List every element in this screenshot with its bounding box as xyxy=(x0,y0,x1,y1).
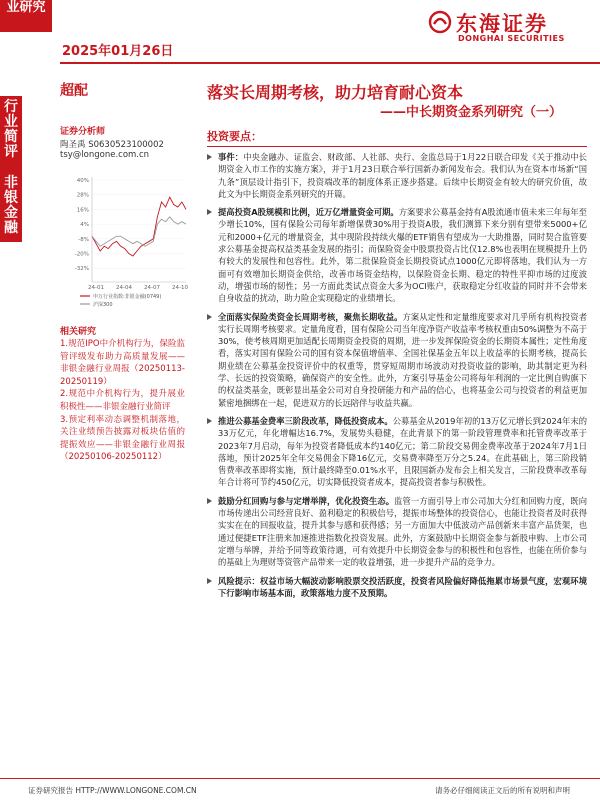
logo-text-cn: 东海证券 xyxy=(456,12,548,36)
x-tick-label: 24-07 xyxy=(144,285,160,291)
series-line-1 xyxy=(92,197,186,256)
footer-disclaimer: 请务必仔细阅读正文后的所有说明和声明 xyxy=(435,786,570,795)
x-tick-label: 24-04 xyxy=(116,285,132,291)
bullet-icon xyxy=(207,314,212,320)
key-point-text: 方案从定性和定量维度要求对几乎所有机构投资者实行长周期考核要求。定量角度看，国有保险公司当年度净资产收益率考核权重由50%调整为不高于30%，使考核周期更加适配长周期资金投资的周期，进一步发挥保险资金的长期资本属性；定性角度看，落实对国有保险公司的国有资本保值增值率、全国社保基金五年以上收益率的长期考核，提高长期业绩在公募基金投资评价中的权重等，贯穿短周期市场波动对投资收益的影响，助其制定更为科学、长远的投资策略，确保资产的安全性。此外，方案引导基金公司将每年利润的一定比例自购旗下的权益类基金，既彰显出基金公司对自身投研能力和产品的信心，也将基金公司与投资者的利益更加紧密地捆绑在一起，促进双方的长远陪伴与收益共赢。 xyxy=(218,311,587,408)
related-item-3[interactable]: 3.预定利率动态调整机制落地，关注业绩预告披露对板块估值的提振效应——非银金融行业周报（20250106-20250112） xyxy=(60,414,185,463)
report-subtitle: ——中长期资金系列研究（一） xyxy=(380,105,563,120)
report-title: 落实长周期考核，助力培育耐心资本 xyxy=(207,83,464,102)
legend-label: 申万行业指数:非银金融(0749) xyxy=(93,294,162,300)
bullet-icon xyxy=(207,578,212,584)
section-label-sector-text: 非银金融 xyxy=(4,175,18,236)
x-tick-label: 24-10 xyxy=(172,285,188,291)
report-date: 2025年01月26日 xyxy=(62,44,174,59)
key-point xyxy=(207,495,587,569)
key-point-head: 全面落实保险类资金长周期考核，聚焦长期收益。 xyxy=(218,311,403,322)
risk-warning xyxy=(207,575,587,600)
footer-divider xyxy=(0,778,600,779)
related-research-heading: 相关研究 xyxy=(60,327,97,337)
analyst-name: 陶圣禹 S0630523100002 xyxy=(60,140,164,150)
key-points-body xyxy=(207,151,587,605)
y-tick-label: -20% xyxy=(74,251,89,258)
analyst-heading: 证券分析师 xyxy=(60,127,106,137)
industry-tag-text: 业研究 xyxy=(6,0,46,15)
bullet-icon xyxy=(207,418,212,424)
key-point-text: 中央金融办、证监会、财政部、人社部、央行、金监总局于1月22日联合印发《关于推动中长期资金入市工作的实施方案》，并于1月23日联合举行国新办新闻发布会。我们认为在资本市场新“国九条”顶层设计指引下，投资端改革的制度体系正逐步搭建。后续中长期资金有较大的研究价值，故此文为中长期资金系列研究的开篇。 xyxy=(218,152,587,199)
key-point-text: 监管一方面引导上市公司加大分红和回购力度，既向市场传递出公司经营良好、盈利稳定的积极信号，提振市场整体的投资信心，也能让投资者及时获得实实在在的回报收益，提升其参与感和获得感；另一方面加大中低波动产品创新来丰富产品货架，也通过便捷ETF注册来加速推进指数化投资发展。此外，方案鼓励中长期资金参与新股申购、上市公司定增与举牌，并给予同等政策待遇，可有效提升中长期资金参与的积极性和包容性，也能在所价参与的基础上为理财等资管产品带来一定的收益增强，进一步提升产品的竞争力。 xyxy=(218,495,587,568)
key-point-text: 公募基金从2019年初的13万亿元增长到2024年末的33万亿元，年化增幅达16.7%，发展势头稳健，在此背景下的第一阶段管理费率和托管费率改革于2023年7月启动，每年为投资者降低成本约140亿元；第二阶段交易佣金费率改革于2024年7月1日落地，预计2025年全年交易佣金下降16亿元，交易费率降至万分之5.24。在此基础上，第三阶段销售费率改革即将实施，预计最终降至0.01%水平，且限国新办发布会上相关发言，三阶段费率改革每年合计将可节约450亿元，切实降低投资者成本，提高投资者参与积极性。 xyxy=(218,415,587,488)
risk-warning-head: 风险提示： xyxy=(218,575,260,586)
key-point xyxy=(207,151,587,200)
section-label-sector xyxy=(0,176,22,236)
header-divider xyxy=(60,62,600,64)
industry-tag xyxy=(0,0,52,32)
key-point xyxy=(207,206,587,304)
y-tick-label: 16% xyxy=(76,207,89,214)
footer-website[interactable]: 证券研究报告 HTTP://WWW.LONGONE.COM.CN xyxy=(28,786,197,795)
rating: 超配 xyxy=(60,83,88,99)
related-research-list xyxy=(60,338,185,464)
risk-warning-text: 权益市场大幅波动影响股票交投活跃度，投资者风险偏好降低拖累市场景气度，宏观环境下行影响市场基本面，政策落地力度不及预期。 xyxy=(218,575,587,598)
related-item-1[interactable]: 1.规范IPO中介机构行为，保险监管评级发布助力高质量发展——非银金融行业周报（20250113-20250119） xyxy=(60,339,185,387)
company-logo xyxy=(426,6,566,52)
key-point-head: 鼓励分红回购与参与定增举牌，优化投资生态。 xyxy=(218,495,395,506)
y-tick-label: 28% xyxy=(76,192,89,199)
key-point-head: 推进公募基金费率三阶段改革，降低投资成本。 xyxy=(218,415,393,426)
key-points-heading: 投资要点： xyxy=(207,130,262,143)
y-tick-label: 40% xyxy=(76,178,89,184)
logo-text-en: DONGHAI SECURITIES xyxy=(458,34,565,43)
key-point xyxy=(207,415,587,489)
y-tick-label: 4% xyxy=(80,222,89,229)
key-points-divider xyxy=(207,146,587,147)
series-line-2 xyxy=(92,217,186,246)
legend-label: 沪深300 xyxy=(93,302,113,308)
x-tick-label: 24-01 xyxy=(88,285,104,291)
section-label-review xyxy=(0,100,22,160)
related-item-2[interactable]: 2.规范中介机构行为，提升展业积极性——非银金融行业简评 xyxy=(60,389,185,412)
key-point xyxy=(207,311,587,409)
section-label-review-text: 行业简评 xyxy=(4,99,18,160)
key-point-text: 方案要求公募基金持有A股流通市值未来三年每年至少增长10%，国有保险公司每年新增保费30%用于投资A股，我们测算下来分别有望带来5000+亿元和2000+亿元的增量资金，其中现阶段持续火爆的ETF销售有望成为一大助推器，同时契合监管要求公募基金提高权益类基金发展的指引；而保险资金中股票投资占比仅12.8%也表明在规模提升上仍有较大的发展性和包容性。此外，第二批保险资金长期投资试点1000亿元即将落地，我们认为一方面可有效增加长期资金供给，改善市场资金结构，以保险资金长期、稳定的特性平抑市场的过度波动，增强市场的韧性；另一方面此类试点资金大多为OCI账户，获取稳定分红收益的同时并不会带来自身收益的扰动，助力险企实现稳定的业绩增长。 xyxy=(218,207,587,304)
analyst-email: tsy@longone.com.cn xyxy=(60,150,150,160)
logo-mark-icon xyxy=(428,10,452,34)
bullet-icon xyxy=(207,209,212,215)
bullet-icon xyxy=(207,154,212,160)
key-point-head: 事件： xyxy=(218,152,244,162)
y-tick-label: -8% xyxy=(78,236,89,243)
index-performance-chart xyxy=(60,172,190,312)
bullet-icon xyxy=(207,498,212,504)
y-tick-label: -32% xyxy=(74,266,89,273)
key-point-head: 提高投资A股规模和比例，近万亿增量资金可期。 xyxy=(218,207,399,218)
